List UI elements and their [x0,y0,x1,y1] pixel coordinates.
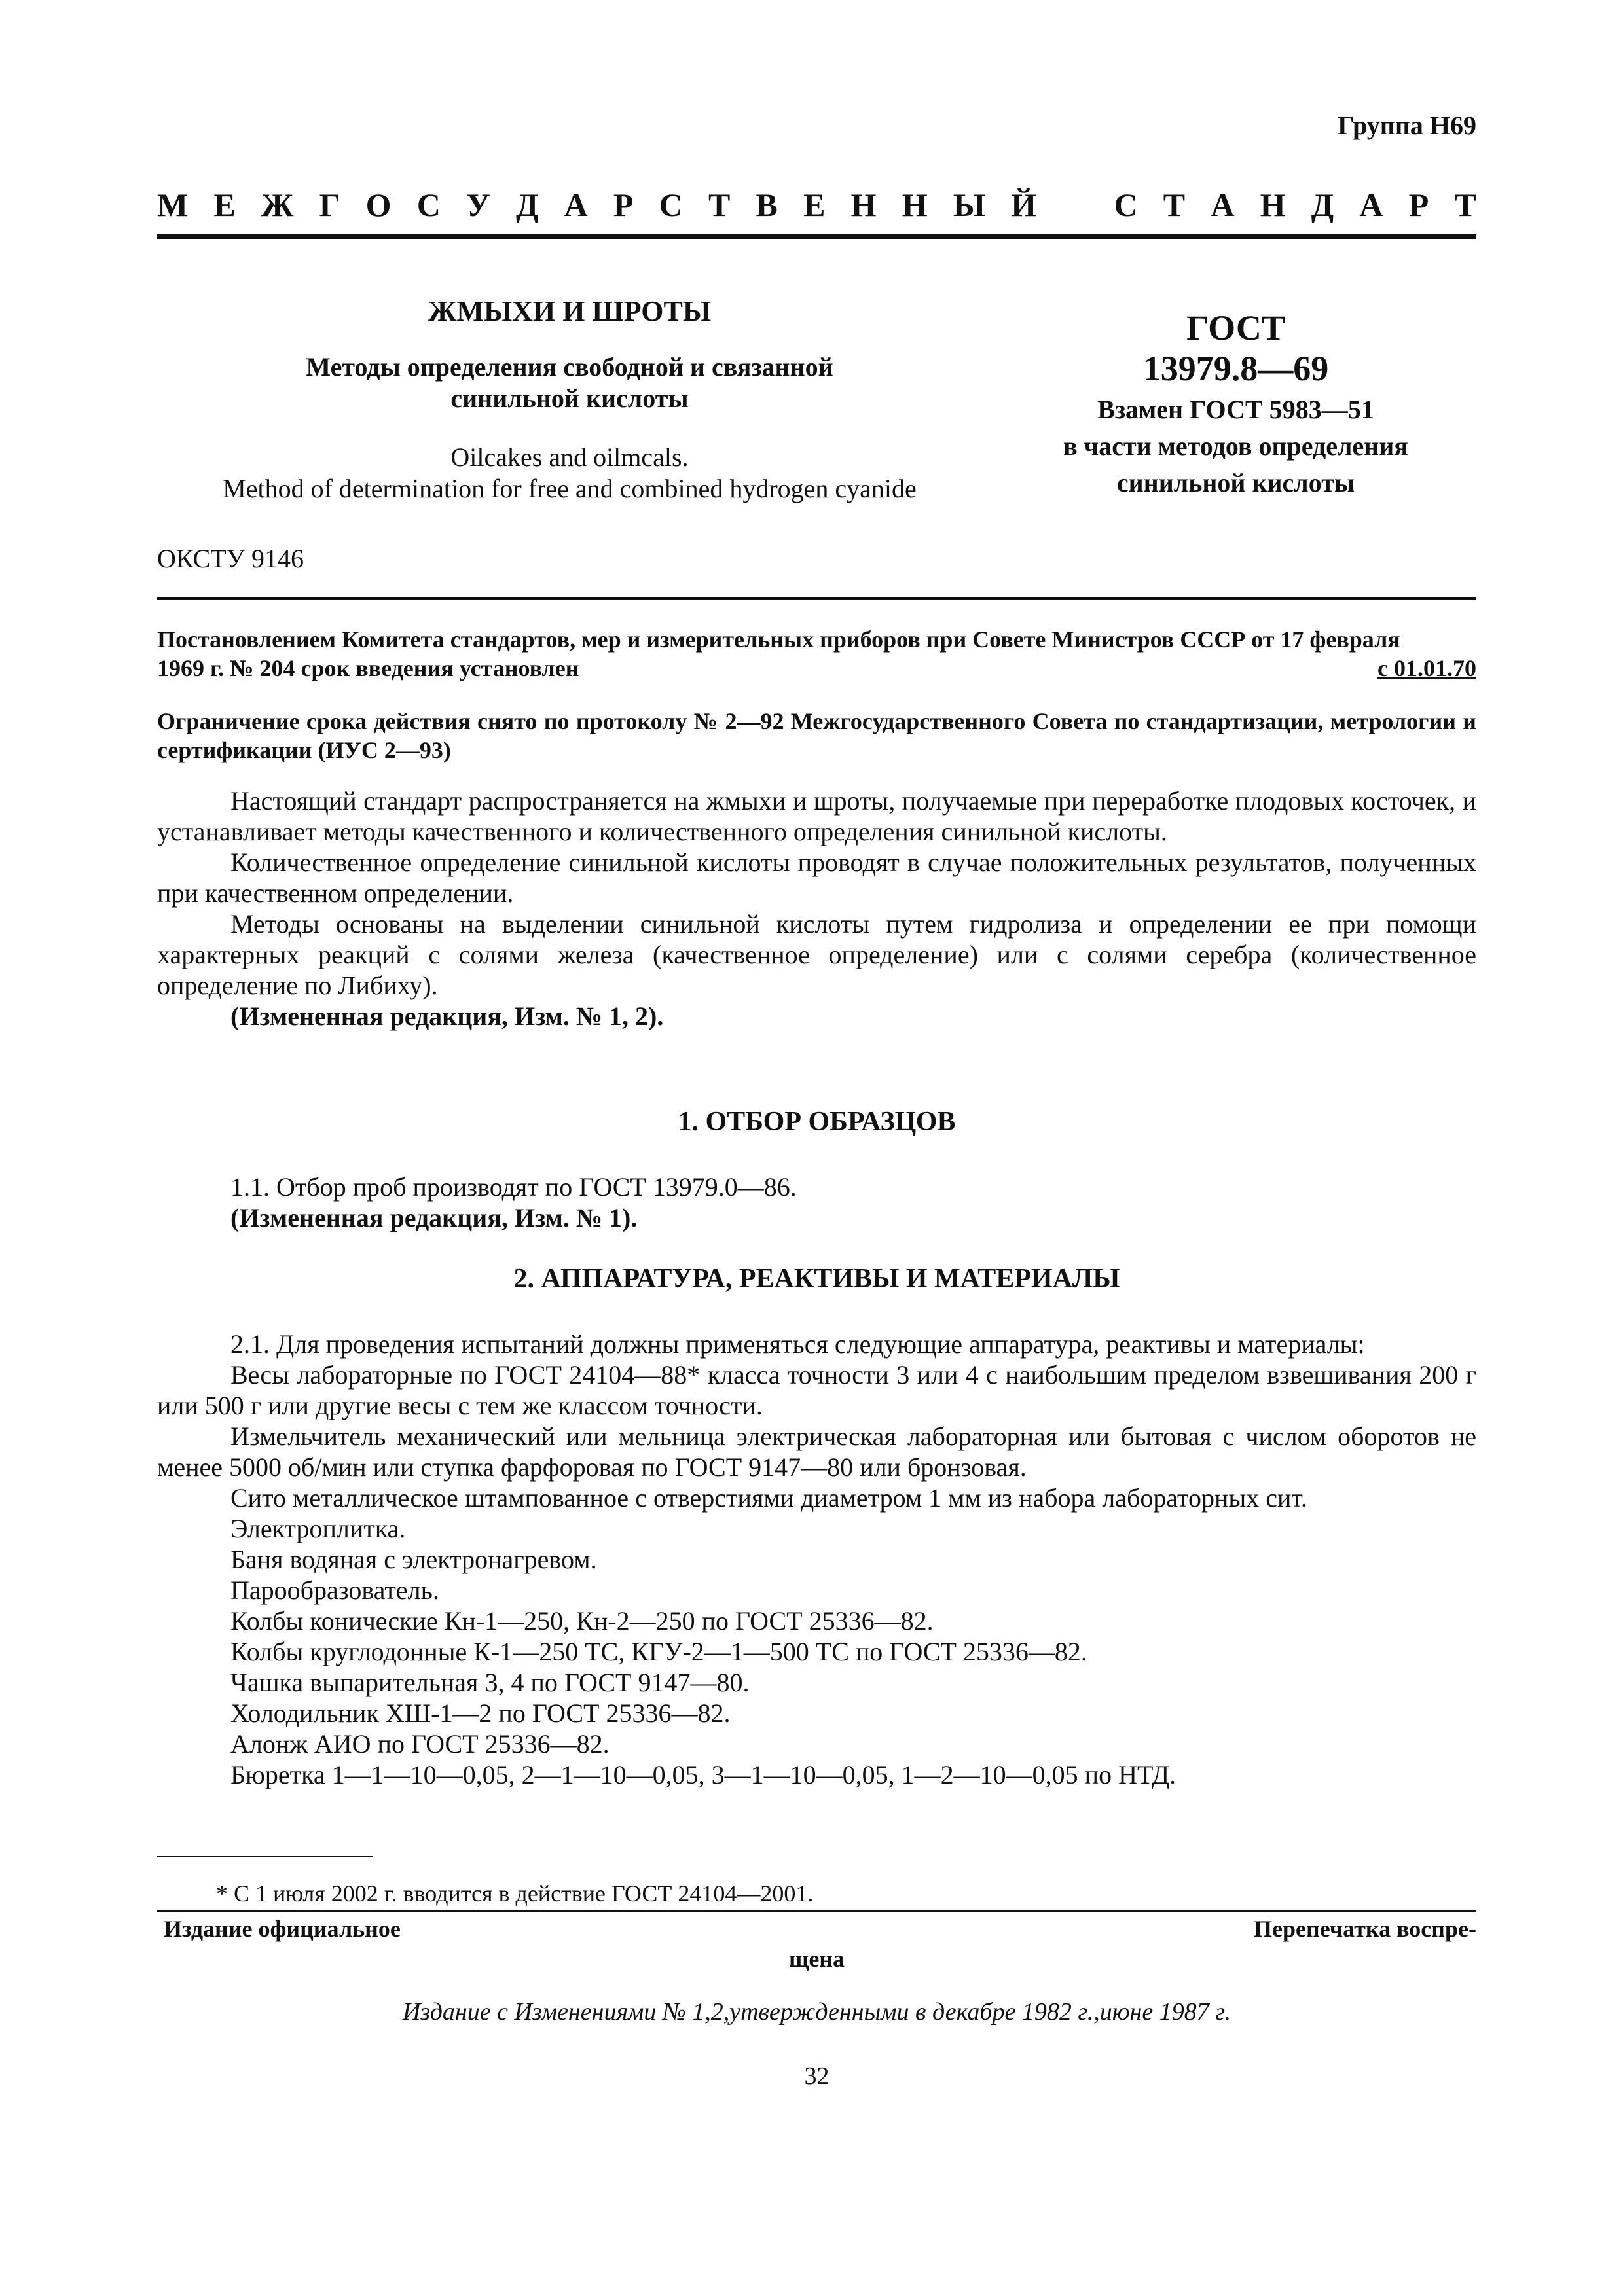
banner-gap [1062,186,1088,224]
document-subtitle [157,351,982,414]
equipment-item: Колбы круглодонные К-1—250 ТС, КГУ-2—1—500 ТС по ГОСТ 25336—82. [230,1637,1087,1666]
banner-letter: С [416,187,441,223]
restriction-paragraph: Ограничение срока действия снято по протоколу № 2—92 Межгосударственного Совета по стандартизации, метрологии и сертификации (ИУС 2—93) [157,708,1476,763]
english-title [157,442,982,505]
banner-letter: О [365,187,392,223]
banner-letter: А [1211,187,1235,223]
equipment-item: Чашка выпарительная 3, 4 по ГОСТ 9147—80. [230,1668,750,1697]
english-title-line: Method of determination for free and combined hydrogen cyanide [223,474,917,503]
banner-letter: Р [1408,187,1429,223]
intro-paragraph: Количественное определение синильной кислоты проводят в случае положительных результатов, полученных при качественном определении. [157,848,1476,908]
banner-letter: Ж [261,187,294,223]
intro-paragraph: Методы основаны на выделении синильной кислоты путем гидролиза и определении ее при помощи характерных реакций с солями железа (качественное определение) или с солями серебра (количественное определение по Либиху). [157,909,1476,1000]
document-title: ЖМЫХИ И ШРОТЫ [428,295,712,327]
equipment-item: Бюретка 1—1—10—0,05, 2—1—10—0,05, 3—1—10—0,05, 1—2—10—0,05 по НТД. [230,1760,1176,1789]
banner-letter: А [564,187,588,223]
footnote: * С 1 июля 2002 г. вводится в действие ГОСТ 24104—2001. [216,1880,814,1907]
section2-body [157,1329,1476,1790]
standard-banner [157,186,1476,224]
section-paragraph: 2.1. Для проведения испытаний должны применяться следующие аппаратура, реактивы и материалы: [230,1329,1365,1359]
banner-letter: С [659,187,683,223]
banner-letter: Т [708,187,731,223]
revision-note: (Измененная редакция, Изм. № 1). [230,1203,638,1232]
banner-letter: Н [1260,187,1286,223]
document-page [157,0,1476,2296]
equipment-item: Парообразователь. [230,1575,439,1605]
edition-note: Издание с Изменениями № 1,2,утвержденными в декабре 1982 г.,июне 1987 г. [402,1998,1231,2026]
title-block [157,295,982,505]
equipment-item: Алонж АИО по ГОСТ 25336—82. [230,1729,610,1759]
banner-letter: У [466,187,490,223]
banner-letter: Е [213,187,236,223]
section-heading: 2. АППАРАТУРА, РЕАКТИВЫ И МАТЕРИАЛЫ [513,1264,1120,1294]
intro-paragraph: Настоящий стандарт распространяется на жмыхи и шроты, получаемые при переработке плодовых косточек, и устанавливает методы качественного и количественного определения синильной кислоты. [157,786,1476,846]
banner-letter: Н [850,187,877,223]
resolution-text: 1969 г. № 204 срок введения установлен [157,655,579,681]
english-title-line: Oilcakes and oilmcals. [450,442,689,472]
banner-letter: Т [1163,187,1186,223]
banner-letter: С [1114,187,1138,223]
equipment-item: Колбы конические Кн-1—250, Кн-2—250 по ГОСТ 25336—82. [230,1606,934,1636]
intro-section [157,785,1476,1031]
subtitle-line: Методы определения свободной и связанной [306,352,833,382]
banner-letter: Г [319,187,340,223]
header-rule [157,234,1476,239]
banner-letter: В [756,187,778,223]
reprint-notice-continuation: щена [788,1946,845,1972]
equipment-item: Холодильник ХШ-1—2 по ГОСТ 25336—82. [230,1698,731,1728]
gost-number: 13979.8—69 [1142,349,1329,388]
page-number: 32 [804,2062,830,2090]
equipment-item: Электроплитка. [230,1514,406,1543]
group-code: Группа Н69 [1338,111,1476,140]
effective-date: с 01.01.70 [1377,655,1476,681]
banner-letter: М [157,187,189,223]
resolution-line: Постановлением Комитета стандартов, мер и измерительных приборов при Совете Министров СССР от 17 февраля [157,626,1400,653]
replacement-line: в части методов определения [1063,431,1408,461]
replacement-line: Взамен ГОСТ 5983—51 [1097,395,1374,424]
official-edition-label: Издание официальное [164,1916,401,1942]
section-heading: 1. ОТБОР ОБРАЗЦОВ [678,1107,956,1137]
section-paragraph: 1.1. Отбор проб производят по ГОСТ 13979.0—86. [230,1172,797,1202]
resolution-paragraph [157,625,1476,683]
reprint-notice: Перепечатка воспре- [1254,1916,1476,1942]
section-paragraph: Измельчитель механический или мельница электрическая лабораторная или бытовая с числом оборотов не менее 5000 об/мин или ступка фарфоровая по ГОСТ 9147—80 или бронзовая. [157,1422,1476,1482]
banner-letter: Н [902,187,928,223]
banner-letter: Е [803,187,826,223]
banner-letter: Й [1011,187,1037,223]
banner-letter: Ы [953,187,985,223]
okstu-code: ОКСТУ 9146 [157,544,304,573]
gost-label: ГОСТ [1186,308,1285,348]
replacement-line: синильной кислоты [1116,468,1355,497]
replacement-note [995,391,1476,501]
equipment-item: Баня водяная с электронагревом. [230,1545,597,1574]
banner-letter: А [1359,187,1383,223]
footnote-rule [157,1856,373,1857]
subtitle-line: синильной кислоты [450,384,689,413]
title-rule [157,597,1476,600]
section1-body [157,1172,1476,1233]
banner-letter: Т [1454,187,1476,223]
revision-note: (Измененная редакция, Изм. № 1, 2). [230,1001,664,1031]
banner-letter: Д [515,187,539,223]
equipment-item: Сито металлическое штампованное с отверстиями диаметром 1 мм из набора лабораторных сит. [230,1483,1307,1513]
banner-letter: Р [613,187,634,223]
resolution-line [157,654,1476,683]
gost-block [995,308,1476,501]
section-paragraph: Весы лабораторные по ГОСТ 24104—88* класса точности 3 или 4 с наибольшим пределом взвешивания 200 г или 500 г или другие весы с тем же классом точности. [157,1360,1476,1420]
banner-letter: Д [1311,187,1334,223]
footer-rule [157,1910,1476,1912]
